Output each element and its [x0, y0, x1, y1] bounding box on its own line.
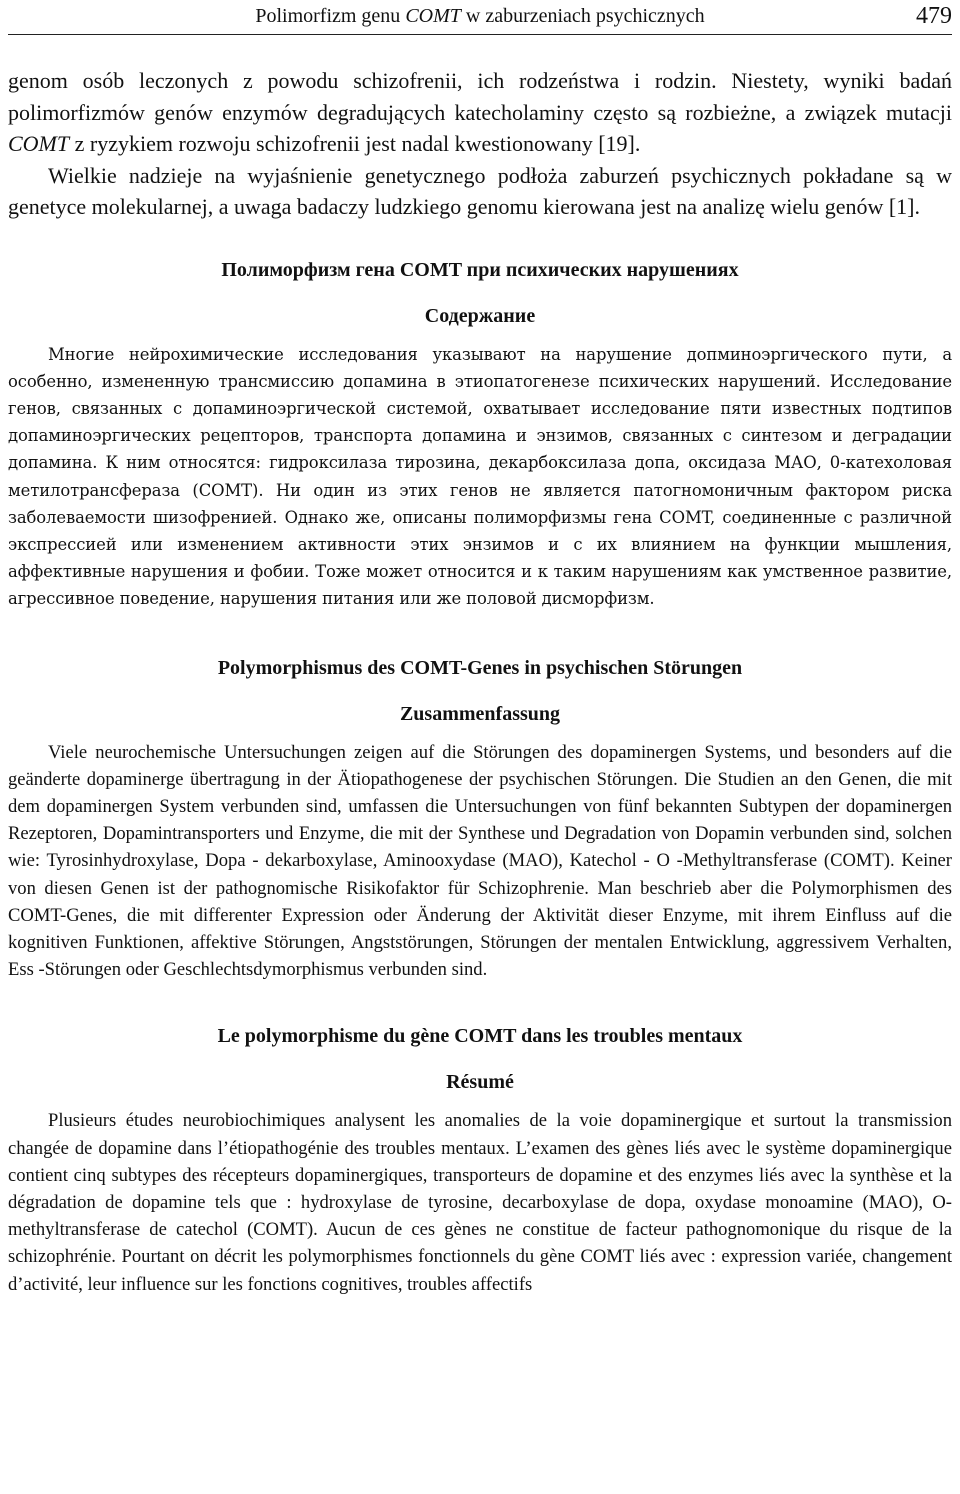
gene-name: COMT	[8, 131, 70, 156]
abstract-german	[8, 655, 952, 984]
running-header	[8, 0, 952, 35]
abstract-french	[8, 1023, 952, 1297]
running-title: Polimorfizm genu COMT w zaburzeniach psychicznych	[255, 5, 705, 27]
abstract-heading: Zusammenfassung	[399, 702, 561, 725]
abstract-russian	[8, 257, 952, 613]
abstract-title: Le polymorphisme du gène COMT dans les troubles mentaux	[217, 1025, 743, 1048]
abstract-text: Viele neurochemische Untersuchungen zeigen auf die Störungen des dopaminergen Systems, und besonders auf die geänderte dopaminerge übertragung in der Ätiopathogenese der psychischen Störungen. Die Studien an den Genen, die mit dem dopaminergen System verbunden sind, umfassen die Untersuchungen von fünf bekannten Subtypen der dopaminergen Rezeptoren, Dopamintransporters und Enzyme, die mit der Synthese und Degradation von Dopamin verbunden sind, solchen wie: Tyrosinhydroxylase, Dopa - dekarboxylase, Aminooxydase (MAO), Katechol - O -Methyltransferase (COMT). Keiner von diesen Genen ist der pathognomische Risikofaktor für Schizophrenie. Man beschrieb aber die Polymorphismen des COMT-Genes, die mit differenter Expression oder Änderung der Aktivität dieser Enzyme, mit ihrem Einfluss auf die kognitiven Funktionen, affektive Störungen, Angststörungen, Störungen der mentalen Entwicklung, aggressivem Verhalten, Ess -Störungen oder Geschlechtsdymorphismus verbunden sind.	[8, 741, 952, 981]
paragraph-continued: genom osób leczonych z powodu schizofrenii, ich rodzeństwa i rodzin. Niestety, wyniki badań polimorfizmów genów enzymów degradujących katecholaminy często są rozbieżne, a związek mutacji COMT z ryzykiem rozwoju schizofrenii jest nadal kwestionowany [19].	[8, 68, 952, 156]
abstract-title: Полиморфизм гена COMT при психических нарушениях	[221, 258, 739, 281]
abstract-heading: Содержание	[424, 304, 536, 327]
gene-name: COMT	[405, 5, 461, 27]
abstract-text: Plusieurs études neurobiochimiques analysent les anomalies de la voie dopaminergique et surtout la transmission changée de dopamine dans l’étiopathogénie des troubles mentaux. L’examen des gènes liés avec le système dopaminergique contient cinq subtypes des récepteurs dopaminergiques, transporteurs de dopamine et des enzymes liés avec la synthèse et la dégradation de dopamine tels que : hydroxylase de tyrosine, decarboxylase de dopa, oxydase monoamine (MAO), O-methyltransferase de catechol (COMT). Aucun de ces gènes ne constitue de facteur pathognomonique du risque de la schizophrénie. Pourtant on décrit les polymorphismes fonctionnels du gène COMT liés avec : expression variée, changement d’activité, leur influence sur les fonctions cognitives, troubles affectifs	[8, 1110, 952, 1295]
paragraph: Wielkie nadzieje na wyjaśnienie genetycznego podłoża zaburzeń psychicznych pokładane są w genetyce molekularnej, a uwaga badaczy ludzkiego genomu kierowana jest na analizę wielu genów [1].	[8, 162, 952, 219]
journal-page	[8, 0, 952, 1316]
abstract-text: Многие нейрохимические исследования указывают на нарушение допминоэргического пути, а особенно, измененную трансмиссию допамина в этиопатогенезе психических нарушений. Исследование генов, связанных с допаминоэргической системой, охватывает исследование пяти известных подтипов допаминоэргических рецепторов, транспорта допамина и энзимов, связанных с синтезом и деградации допамина. К ним относятся: гидроксилаза тирозина, декарбоксилаза допа, оксидаза МАО, 0-катехоловая метилотрансфераза (COMT). Ни один из этих генов не является патогномоничным фактором риска заболеваемости шизофренией. Однако же, описаны полиморфизмы гена COMT, соединенные с различной экспрессией или изменением активности этих энзимов и с их влиянием на функции мышления, аффективные нарушения и фобии. Тоже может относится и к таким нарушениям как умственное развитие, агрессивное поведение, нарушения питания или же половой дисморфизм.	[8, 344, 952, 609]
abstract-title: Polymorphismus des COMT-Genes in psychischen Störungen	[217, 656, 743, 679]
page-number: 479	[916, 3, 952, 29]
abstract-heading: Résumé	[446, 1071, 514, 1094]
article-body	[8, 65, 952, 223]
